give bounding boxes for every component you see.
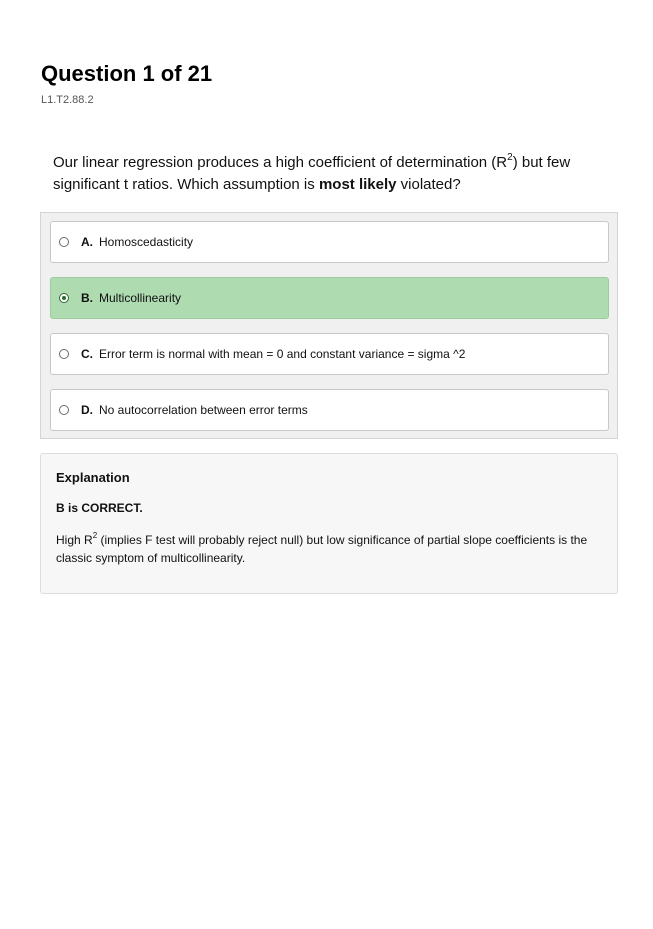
explanation-body: [56, 531, 606, 567]
option-label: Homoscedasticity: [99, 235, 194, 249]
explanation-heading: Explanation: [56, 470, 130, 485]
option-b[interactable]: [50, 277, 609, 319]
explanation-text-part: (implies F test will probably reject null) but low significance of partial slope coefficients is the classic symptom of multicollinearity.: [56, 533, 588, 565]
superscript: 2: [507, 152, 513, 163]
option-d[interactable]: [50, 389, 609, 431]
option-label: No autocorrelation between error terms: [99, 403, 308, 417]
question-emphasis: most likely: [318, 176, 397, 193]
question-text-part: Our linear regression produces a high coefficient of determination (R: [53, 154, 508, 171]
option-label: Multicollinearity: [99, 291, 182, 305]
option-letter: C.: [81, 347, 93, 361]
superscript: 2: [92, 531, 98, 540]
radio-unchecked-icon[interactable]: [59, 349, 69, 359]
explanation-panel: [40, 453, 618, 594]
option-letter: D.: [81, 403, 93, 417]
explanation-verdict: B is CORRECT.: [56, 501, 143, 515]
question-text-part: violated?: [396, 176, 461, 193]
radio-checked-icon[interactable]: [59, 293, 69, 303]
question-text-part: ) but few significant t ratios. Which assumption is: [53, 154, 571, 193]
answer-options: [40, 212, 618, 439]
option-c[interactable]: [50, 333, 609, 375]
radio-unchecked-icon[interactable]: [59, 405, 69, 415]
explanation-text-part: High R: [56, 533, 93, 547]
option-label: Error term is normal with mean = 0 and constant variance = sigma ^2: [99, 347, 466, 361]
radio-unchecked-icon[interactable]: [59, 237, 69, 247]
option-letter: A.: [81, 235, 93, 249]
page-title: Question 1 of 21: [41, 61, 213, 86]
question-code: L1.T2.88.2: [41, 94, 94, 106]
option-letter: B.: [81, 291, 93, 305]
question-text: [53, 152, 613, 196]
option-a[interactable]: [50, 221, 609, 263]
